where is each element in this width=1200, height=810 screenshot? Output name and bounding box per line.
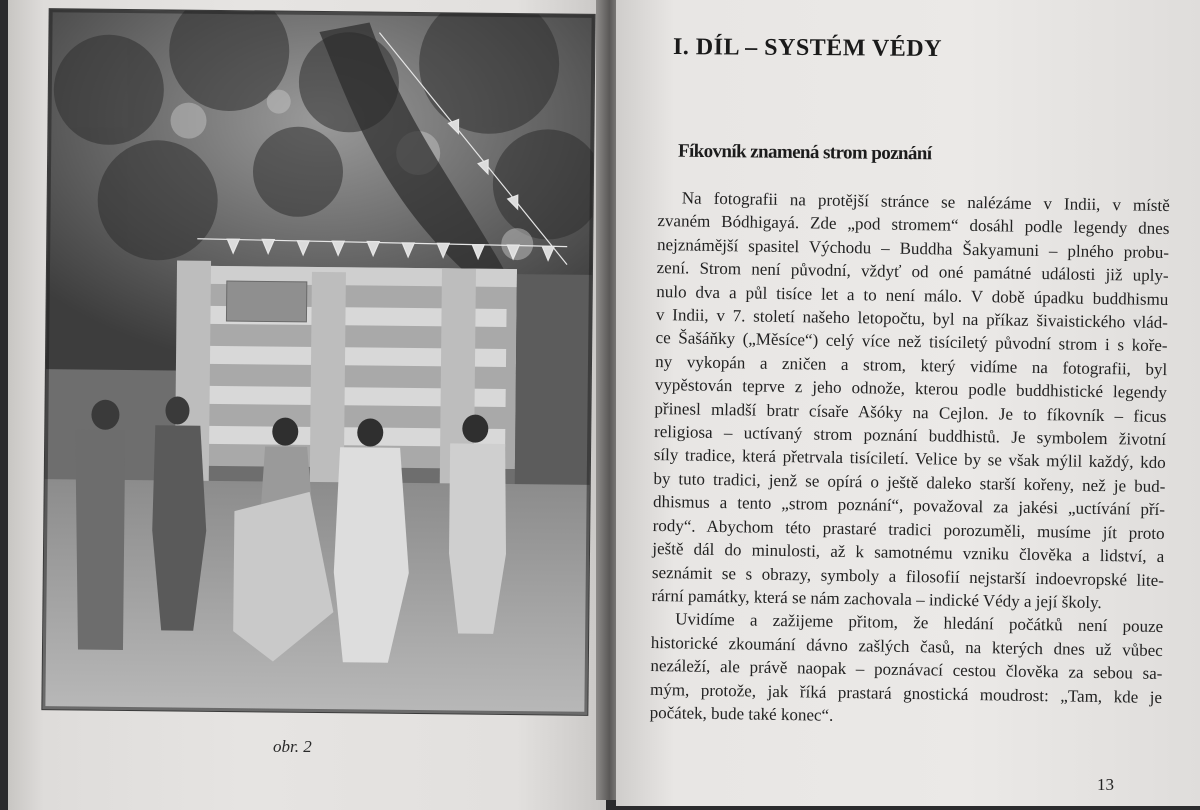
text-line: religiosa – uctívaný strom poznání buddhistů. Je symbolem životní [653, 422, 1167, 450]
paragraph-2 [650, 607, 1164, 732]
text-line: historické zkoumání dávno zašlých časů, na kterých dnes už vůbec [650, 632, 1163, 660]
text-line: Uvidíme a zažijeme přitom, že hledání počátků není pouze [675, 609, 1164, 637]
text-line: zvaném Bódhigayá. Zde „pod stromem“ dosáhl podle legendy dnes [657, 211, 1170, 239]
text-line: Na fotografii na protější stránce se nalézáme v Indii, v místě [681, 188, 1170, 216]
text-line: v Indii, v 7. století našeho letopočtu, byl na příkaz šivaistického vlád- [655, 305, 1169, 333]
text-line: rody“. Abychom této prastaré tradici porozuměli, musíme jít proto [652, 515, 1165, 543]
text-line: ještě dál do minulosti, až k samotnému vzniku člověka a lidství, a [652, 539, 1165, 567]
chapter-title: I. DÍL – SYSTÉM VÉDY [672, 34, 943, 62]
text-line: počátek, bude také konec“. [649, 702, 834, 725]
paragraph-1 [651, 186, 1170, 615]
figure-caption: obr. 2 [273, 737, 312, 756]
text-line: nezáleží, ale právě naopak – poznávací cestou člověka za sebou sa- [650, 656, 1163, 684]
text-line: ce Šašáňky („Měsíce“) celý více než tisíciletý původní strom i s koře- [655, 328, 1168, 356]
text-line: seznámit se s obrazy, symboly a filosofií nejstarší indoevropské lite- [651, 562, 1165, 590]
text-line: přinesl mladší bratr císaře Ašóky na Cejlon. Je to fíkovník – ficus [654, 398, 1167, 426]
text-line: nulo dva a půl tisíce let a to není málo. V době úpadku buddhismu [656, 281, 1169, 309]
text-line: dhismus a tento „strom poznání“, považoval za jakési „uctívání pří- [652, 492, 1166, 520]
bodhi-tree-photo [42, 9, 594, 715]
body-text [650, 186, 1170, 732]
right-page [616, 0, 1200, 806]
text-line: síly tradice, která přetrvala tisíciletí. Velice by se však mýlil každý, kdo [653, 445, 1166, 473]
text-line: mým, protože, jak říká prastará gnostická moudrost: „Tam, kde je [649, 679, 1163, 707]
page-number: 13 [1097, 775, 1114, 794]
left-page [8, 0, 606, 810]
text-line: nejznámější spasitel Východu – Buddha Šakyamuni – plného probu- [656, 234, 1170, 262]
text-line: by tuto tradici, jenž se opírá o ještě daleko starší kořeny, než je bud- [653, 468, 1166, 496]
text-line: ny vykopán a zničen a strom, který vidíme na fotografii, byl [655, 351, 1168, 379]
text-line: vypěstován teprve z jeho odnože, kterou podle buddhistické legendy [654, 375, 1167, 403]
photo-illustration [42, 9, 594, 715]
section-title: Fíkovník znamená strom poznání [677, 140, 932, 165]
text-line: zení. Strom není původní, vždyť od oné památné události již uply- [656, 258, 1169, 286]
text-line: rární památky, která se nám zachovala – indické Védy a její školy. [651, 585, 1102, 612]
